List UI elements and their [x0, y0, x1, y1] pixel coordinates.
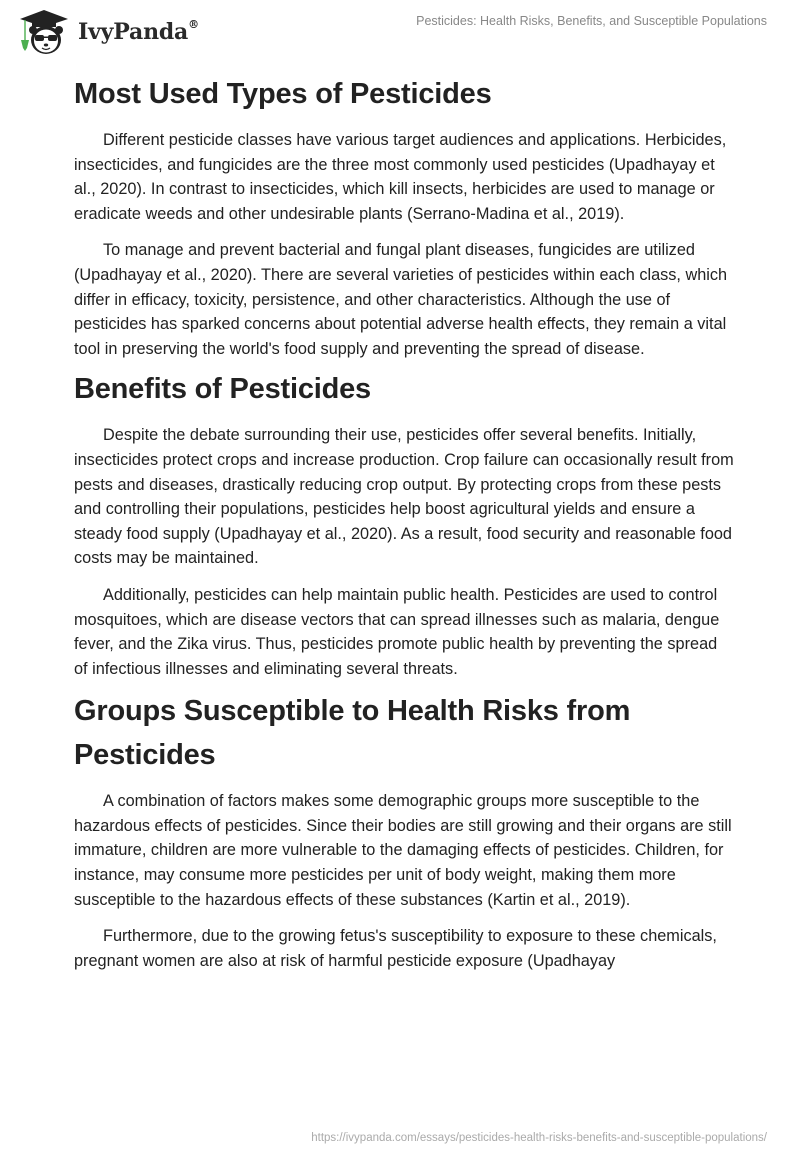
source-url[interactable]: https://ivypanda.com/essays/pesticides-health-risks-benefits-and-susceptible-populations/ [311, 1132, 767, 1144]
paragraph: Despite the debate surrounding their use, pesticides offer several benefits. Initially, insecticides protect crops and increase production. Crop failure can occasionally result from pests and diseases, drastically reducing crop output. By protecting crops from these pests and controlling their populations, pesticides help boost agricultural yields and ensure a steady food supply (Upadhayay et al., 2020). As a result, food security and reasonable food costs may be maintained. [74, 426, 734, 568]
section-heading-susceptible-groups: Groups Susceptible to Health Risks from Pesticides [74, 695, 631, 772]
paragraph: A combination of factors makes some demographic groups more susceptible to the hazardous effects of pesticides. Since their bodies are still growing and their organs are still immature, children are more vulnerable to the damaging effects of pesticides. Children, for instance, may consume more pesticides per unit of body weight, making them more susceptible to the hazardous effects of these substances (Kartin et al., 2019). [74, 792, 732, 909]
paragraph: Different pesticide classes have various target audiences and applications. Herbicides, insecticides, and fungicides are the three most commonly used pesticides (Upadhayay et al., 2020). In contrast to insecticides, which kill insects, herbicides are used to manage or eradicate weeds and other undesirable plants (Serrano-Madina et al., 2019). [74, 131, 727, 223]
page-header [0, 0, 800, 60]
ivypanda-logo[interactable] [16, 8, 199, 56]
essay-content [74, 66, 734, 973]
section-heading-most-used-types: Most Used Types of Pesticides [74, 78, 492, 110]
panda-graduate-icon [16, 8, 72, 56]
paragraph: Furthermore, due to the growing fetus's susceptibility to exposure to these chemicals, pregnant women are also at risk of harmful pesticide exposure (Upadhayay [74, 927, 717, 970]
brand-name: IvyPanda® [78, 17, 199, 45]
registered-mark: ® [188, 17, 199, 31]
paragraph: Additionally, pesticides can help maintain public health. Pesticides are used to control mosquitoes, which are disease vectors that can spread illnesses such as malaria, dengue fever, and the Zika virus. Thus, pesticides promote public health by preventing the spread of infectious illnesses and eliminating several threats. [74, 585, 720, 678]
paragraph: To manage and prevent bacterial and fungal plant diseases, fungicides are utilized (Upadhayay et al., 2020). There are several varieties of pesticides within each class, which differ in efficacy, toxicity, persistence, and other characteristics. Although the use of pesticides has sparked concerns about potential adverse health effects, they remain a vital tool in preserving the world's food supply and preventing the spread of disease. [74, 241, 728, 358]
section-heading-benefits: Benefits of Pesticides [74, 373, 371, 406]
document-title: Pesticides: Health Risks, Benefits, and Susceptible Populations [416, 14, 767, 28]
